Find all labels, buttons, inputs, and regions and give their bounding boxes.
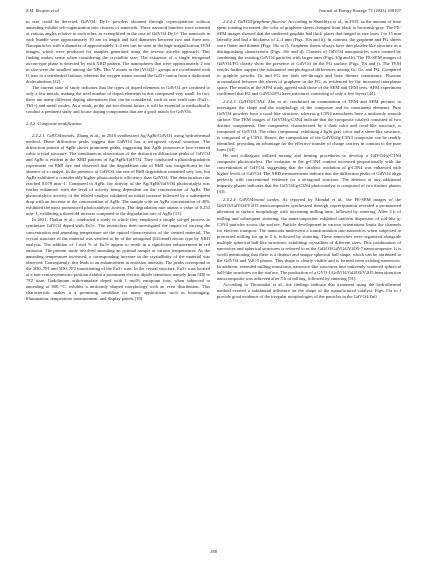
paragraph: In 2021, Thakur et al., conducted a study in which they employed a simple sol-gel process to synthesize GdVO4 doped with Eu3+. The researchers then investigated the impact of varying the concentration and annealing temperature on the optical characteristics of the created material. The crystal structure of the material was verified to be of the tetragonal (I41/amd) zircon type by XRD analysis. The addition of 1 mol % of Eu3+ appear to result in a significant enhancement in red emission. The present study involved annealing an optimal sample at various temperatures. As the annealing temperature increased, a corresponding increase in the crystallinity of the material was observed. Consequently, this leads to an enhancement in emission intensity. The peaks correspond to the 5D0–7F1 and 5D0–7F2 transitioning of the Eu3+ ions. In the crystal structure, Eu3+ ions located at a non-centrosymmetric position exhibit a prominent electric dipole transition, namely from 5D0 to 7F2 state. Gadolinium orthovanadate doped with 1 mol% europium ions, when subjected to annealing at 800 °C, exhibits a uniformly shaped morphology with an even distribution. This characteristic makes it a promising candidate for many applications such as bioimaging, illumination, temperature measurement, and display panels [19]. bbox=[26, 217, 210, 301]
page-number: 188 bbox=[210, 549, 217, 554]
header-journal: Journal of Energy Storage 72 (2023) 108197 bbox=[318, 8, 401, 13]
paragraph: He and colleagues utilized mixing and heating procedures to develop a GdVO4/g-C3N4 composite photocatalyst. The variation in the g-C3N4 content increased proportionally with the concentration of GdVO4, suggesting that the catalytic oxidation of g-C3N4 was enhanced with higher levels of GdVO4. The XRD measurements indicate that the diffraction peaks of GdVO4 align perfectly with conventional evidence for a tetragonal structure. The absence of any additional impurity phases indicates that the GdVO4/g-C3N4 photocatalyst is composed of two distinct phases [33]. bbox=[217, 153, 401, 195]
subsection-heading-metal-oxides: 2.4.2.4. GdVO4/metal oxides. bbox=[223, 197, 280, 203]
paragraph-metal-oxides bbox=[217, 197, 401, 281]
paragraph-text: Zhang et al., in 2018 synthesized Ag/AgBr/GdVO4 using hydrothermal method. These diffraction peaks suggest that GdVO4 has a tetragonal crystal structure. The diffraction pattern of AgBr shows prominent peaks, suggesting that AgBr possesses a face-centered cubic crystal structure. The simultaneous observation of the distinctive diffraction peaks of GdVO4 and AgBr is evident in the XRD patterns of Ag/AgBr/GdVO4. They conducted a photodegradation experiment on RhB dye and observed that the degradation rate of RhB was insignificant in the absence of a catalyst. In the presence of GdVO4, the rate of RhB degradation remained very low, but AgBr exhibited a considerably higher photocatalytic efficiency than GdVO4. The deterioration rate reached 0.079 min−1. Compared to AgBr, the activity of the Ag/AgBr/GdVO4 photocatalyst was further enhanced, with the level of activity being dependent on the concentration of AgBr. The photocatalytic activity of the related catalyst exhibited an initial increase followed by a subsequent drop with an increase in the concentration of AgBr. The sample with an AgBr concentration of 40% exhibited the most pronounced photocatalytic activity. The degradation rate attains a value of 0.253 min−1, exhibiting a threefold increase compared to the degradation rate of AgBr [15]. bbox=[26, 133, 210, 217]
left-column bbox=[26, 19, 210, 302]
subsection-heading-c3n4: 2.4.2.3. GdVO4/C3N4. bbox=[223, 99, 266, 105]
paragraph: in size could be detected. GdVO4: Dy3+ powders obtained through coprecipitation without annealing exhibit self-organization into clusters of nanorods. These nanorod bunches were oriented at various angles relative to each other, as exemplified in the case of GdVO4:Dy3+. The nanorods in each bundle were approximately 10 nm in length and had diameters between two and three nm. Nanoparticles with a diameter of approximately 3–4 nm can be seen in the high-magnification TEM images, which were produced for samples generated using the reverse micelle approach. This finding makes sense when considering the crystallite size. The existence of a single tetragonal zircon-type phase is detected by each XRD pattern. The nanospheres that were approximately 2 nm in size were the smallest among the NPs. The V atoms in the [VO4]3− groups are coordinated with O ions in a tetrahedral fashion, whereas the oxygen atoms around the Gd3+ cation form a dodecanal dodecahedron [22]. bbox=[26, 19, 210, 85]
paragraph-text: According to Shandilya et al., in 2019, as the amount of time spent rotating increased, the color of graphene sheets changed from black to brownish-gray. The FE-SEM images showed that the unaltered graphite had thick plates that ranged in size from 1 to 15 mm laterally and had a thickness of 2–4 mm (Figs. 10a and b). In contrast, the graphene and FG sheets were flatter and thinner (Figs. 10c to f). Graphene sheets always have thin platelet-like structure as a distinguishing characteristic (Figs. 10e and d). Clusters of GdVO4 nanoparticles were created by combining the existing GdVO4 particles with larger ones (Figs. 10g and h). The FE-SEM images of GdVO4/FG clearly show the presence of GdVO4 on the FG surface (Figs. 10i and j). The TEM results further support the substantial morphological differences among Gr, Gr, and FG. Compared to graphite powder, Gr and FG are both see-through and have thinner consistency. Fluorine accumulated between the sheets of graphene in the FG, as evidenced by the increased interplanar space. The results of the AFM study agreed with those of the SEM and TEM tests. AFM experiment confirmed that FG and GdVO4/FG have structures consisting of only a few layers [44]. bbox=[217, 19, 401, 97]
subsection-heading-graphene: 2.4.2.2. GdVO4/graphene fluorine. bbox=[223, 19, 288, 24]
paragraph-text: As reported by Mondal et al., the FE-SEM images of the Gd2O3/GdVO4/V2O5 nanocomposites synthesized through coprecipitation revealed a pronounced alteration in surface morphology with increasing milling time, followed by sintering. After 3 h of milling and subsequent sintering, the nanocomposites exhibited uniform dispersion of rod-like g-C3N4 particles across the surface. Particle development in various orientations limits the channels for electron transport. The nanorods underwent a transformation into nanowires when subjected to protracted milling for up to 5 h, followed by sintering. These nanowires were organized alongside multiple spherical ball-like structures, exhibiting crystallites of different sizes. This combination of nanowires and spherical structures is referred to as the Gd2O3/GdVO4/V2O5-7 nanocomposite. It is worth mentioning that there is a distinct and unique spherical ball shape, which can be attributed to the GdVO4 and V2O5 phases. This shape is clearly visible and is formed from existing nanowires. In addition, extended milling transforms nanowire-like structures into uniformly scattered spherical ball-like structures on the surface. The production of a GVO-1/GdVO4/Gd2O3/V2O5 heterojunction nanocomposite was achieved after 5 h of milling, followed by sintering [51]. bbox=[217, 197, 401, 281]
header-authors: S.M. Reapon et al. bbox=[26, 8, 60, 13]
section-heading-composite: 2.4.2. Composite modification bbox=[26, 121, 82, 127]
paragraph-graphene bbox=[217, 19, 401, 97]
paragraph-c3n4 bbox=[217, 99, 401, 153]
right-column bbox=[217, 19, 401, 300]
running-header bbox=[26, 8, 401, 18]
paragraph: The current state of study indicates that the types of doped elements in GdVO4 are confined to only a few metals, making the total number of doped elements in this compound very small. In fact, there are many different doping alternatives that can be considered, such as rare earth ions (Eu3+, Tb3+) and metal oxides. As a result, in the not-too-distant future, it will be essential to methodically conduct a pertinent study and locate doping components that are a good match for GdVO4. bbox=[26, 85, 210, 115]
paragraph-text: Zhu et al. conducted an examination of TEM and SEM pictures to investigate the shape and the morphology of the composite and its constituent elements. Pure GdVO4 powders have a coral-like structure, whereas g-C3N4 nanosheets have a uniformly smooth surface. The TEM images of GdVO4/g-C3N4 indicate that the composite catalyst consisted of two distinct components. One component, characterized by a dark color and coral-like structure, is composed of GdVO4. The other component, exhibiting a light gray color and a sheet-like structure, is composed of g-C3N4. Hence, the composition of the GdVO4/g-C3N4 composite can be readily identified, providing an advantage for the effective transfer of charge carriers in contrast to the pure form [34]. bbox=[217, 99, 402, 153]
subsection-heading-metals: 2.4.2.1. GdVO4/metals. bbox=[32, 133, 76, 139]
paragraph: According to Thirumalai et al., the findings indicate that treatment using the hydrothermal method exerted a substantial influence on the shape of the manufactured catalyst. Figs. 11a to f provide good evidence of the irregular morphologies of the particles in the GdVO4:Zn0 bbox=[217, 281, 401, 299]
paragraph-metals bbox=[26, 133, 210, 217]
